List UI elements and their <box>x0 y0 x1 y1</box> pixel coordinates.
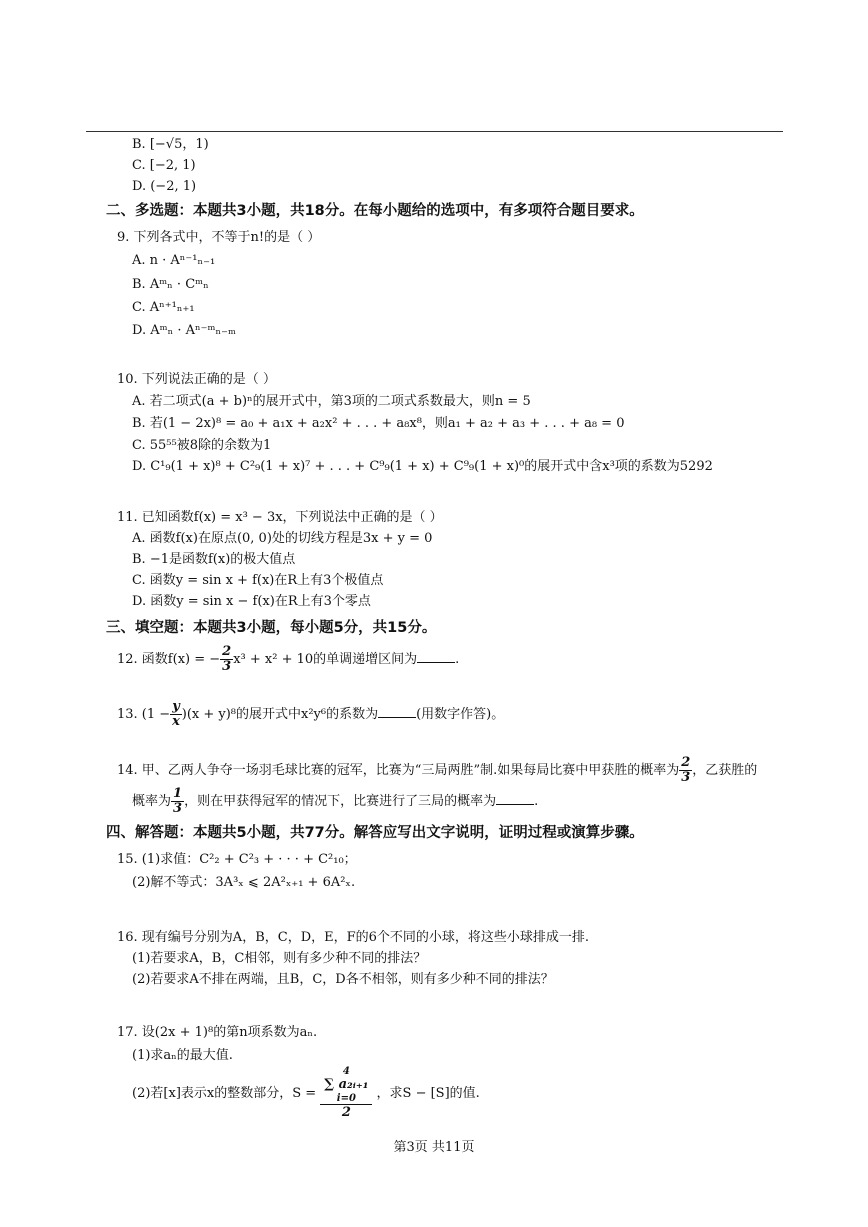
q9-option-a: A. n · Aⁿ⁻¹ₙ₋₁ <box>132 253 216 268</box>
q14-line2 <box>132 787 538 817</box>
q14-line1-pre: 14. 甲、乙两人争夺一场羽毛球比赛的冠军，比赛为“三局两胜”制.如果每局比赛中甲获胜的概率为 <box>117 763 680 778</box>
q13-pre: 13. (1 − <box>117 707 171 722</box>
q13 <box>117 700 504 730</box>
option-b-prev: B. [−√5，1) <box>132 137 209 152</box>
option-d-prev: D. (−2, 1) <box>132 179 197 194</box>
q17-part1: (1)求aₙ的最大值. <box>132 1048 233 1063</box>
q10-option-b: B. 若(1 − 2x)⁸ = a₀ + a₁x + a₂x² + . . . + a₈x⁸，则a₁ + a₂ + a₃ + . . . + a₈ = 0 <box>132 416 625 431</box>
q17-sum-fraction <box>320 1066 372 1121</box>
q14-answer-blank[interactable] <box>496 792 534 805</box>
q14-line2-post: ，则在甲获得冠军的情况下，比赛进行了三局的概率为 <box>184 794 497 809</box>
q13-end: (用数字作答)。 <box>416 707 505 722</box>
q12-pre: 12. 函数f(x) = − <box>117 652 221 667</box>
q16-part2: (2)若要求A不排在两端，且B，C，D各不相邻，则有多少种不同的排法？ <box>132 972 554 987</box>
page-footer: 第3页 共11页 <box>393 1140 475 1155</box>
q11-option-c: C. 函数y = sin x + f(x)在R上有3个极值点 <box>132 573 384 588</box>
q14-line1-post: ，乙获胜的 <box>692 763 758 778</box>
q12-end: . <box>455 652 460 667</box>
q12-fraction <box>220 645 233 674</box>
section-3-title: 三、填空题：本题共3小题，每小题5分，共15分。 <box>106 620 437 636</box>
q13-frac-den: x <box>172 714 180 729</box>
q17-sum-bottom: i=0 <box>336 1093 356 1104</box>
q12-answer-blank[interactable] <box>417 650 455 663</box>
q14-frac2-den: 3 <box>173 801 183 816</box>
q13-post: )(x + y)⁸的展开式中x²y⁶的系数为 <box>181 707 379 722</box>
q15-part1: 15. (1)求值：C²₂ + C²₃ + · · · + C²₁₀； <box>117 852 357 867</box>
q14-line1 <box>117 756 757 786</box>
q17-sum-body: ∑ a₂ᵢ₊₁ <box>324 1077 369 1092</box>
q12-frac-num: 2 <box>222 644 232 659</box>
q14-end: . <box>534 794 539 809</box>
q16-part1: (1)若要求A，B，C相邻，则有多少种不同的排法？ <box>132 951 427 966</box>
option-c-prev: C. [−2, 1) <box>132 158 196 173</box>
q11-stem: 11. 已知函数f(x) = x³ − 3x，下列说法中正确的是（ ） <box>117 510 443 525</box>
q14-fraction-1 <box>679 756 692 785</box>
q11-option-b: B. −1是函数f(x)的极大值点 <box>132 552 296 567</box>
q14-frac2-num: 1 <box>173 786 183 801</box>
q10-option-a: A. 若二项式(a + b)ⁿ的展开式中，第3项的二项式系数最大，则n = 5 <box>132 394 531 409</box>
q11-option-a: A. 函数f(x)在原点(0, 0)处的切线方程是3x + y = 0 <box>132 531 433 546</box>
q10-option-c: C. 55⁵⁵被8除的余数为1 <box>132 438 272 453</box>
q14-frac1-num: 2 <box>681 755 691 770</box>
q17-part2-post: ，求S − [S]的值. <box>376 1086 480 1101</box>
q16-stem: 16. 现有编号分别为A，B，C，D，E，F的6个不同的小球，将这些小球排成一排. <box>117 930 590 945</box>
q12-post: x³ + x² + 10的单调递增区间为 <box>233 652 418 667</box>
q9-option-c: C. Aⁿ⁺¹ₙ₊₁ <box>132 300 195 315</box>
q13-frac-num: y <box>172 699 180 714</box>
q9-stem: 9. 下列各式中，不等于n!的是（ ） <box>117 230 321 245</box>
q15-part2: (2)解不等式：3A³ₓ ⩽ 2A²ₓ₊₁ + 6A²ₓ. <box>132 875 356 890</box>
q14-line2-pre: 概率为 <box>132 794 172 809</box>
section-4-title: 四、解答题：本题共5小题，共77分。解答应写出文字说明，证明过程或演算步骤。 <box>106 825 644 841</box>
q17-sum-top: 4 <box>342 1066 350 1077</box>
header-rule <box>86 131 783 132</box>
section-2-title: 二、多选题：本题共3小题，共18分。在每小题给的选项中，有多项符合题目要求。 <box>106 203 644 219</box>
q17-part2 <box>132 1066 480 1121</box>
q10-stem: 10. 下列说法正确的是（ ） <box>117 372 276 387</box>
q11-option-d: D. 函数y = sin x − f(x)在R上有3个零点 <box>132 594 371 609</box>
q17-stem: 17. 设(2x + 1)⁸的第n项系数为aₙ. <box>117 1025 318 1040</box>
q14-fraction-2 <box>171 787 184 816</box>
q9-option-b: B. Aᵐₙ · Cᵐₙ <box>132 277 209 292</box>
q13-answer-blank[interactable] <box>378 705 416 718</box>
q12-frac-den: 3 <box>222 659 232 674</box>
q10-option-d: D. C¹₉(1 + x)⁸ + C²₉(1 + x)⁷ + . . . + C⁹₉(1 + x) + C⁹₉(1 + x)⁰的展开式中含x³项的系数为5292 <box>132 459 713 474</box>
q17-sum-denominator: 2 <box>341 1105 351 1120</box>
q17-part2-pre: (2)若[x]表示x的整数部分，S = <box>132 1086 317 1101</box>
q17-sum-numerator <box>320 1066 372 1105</box>
q9-option-d: D. Aᵐₙ · Aⁿ⁻ᵐₙ₋ₘ <box>132 323 236 338</box>
q14-frac1-den: 3 <box>681 770 691 785</box>
q13-fraction <box>170 700 182 729</box>
q12 <box>117 645 459 675</box>
